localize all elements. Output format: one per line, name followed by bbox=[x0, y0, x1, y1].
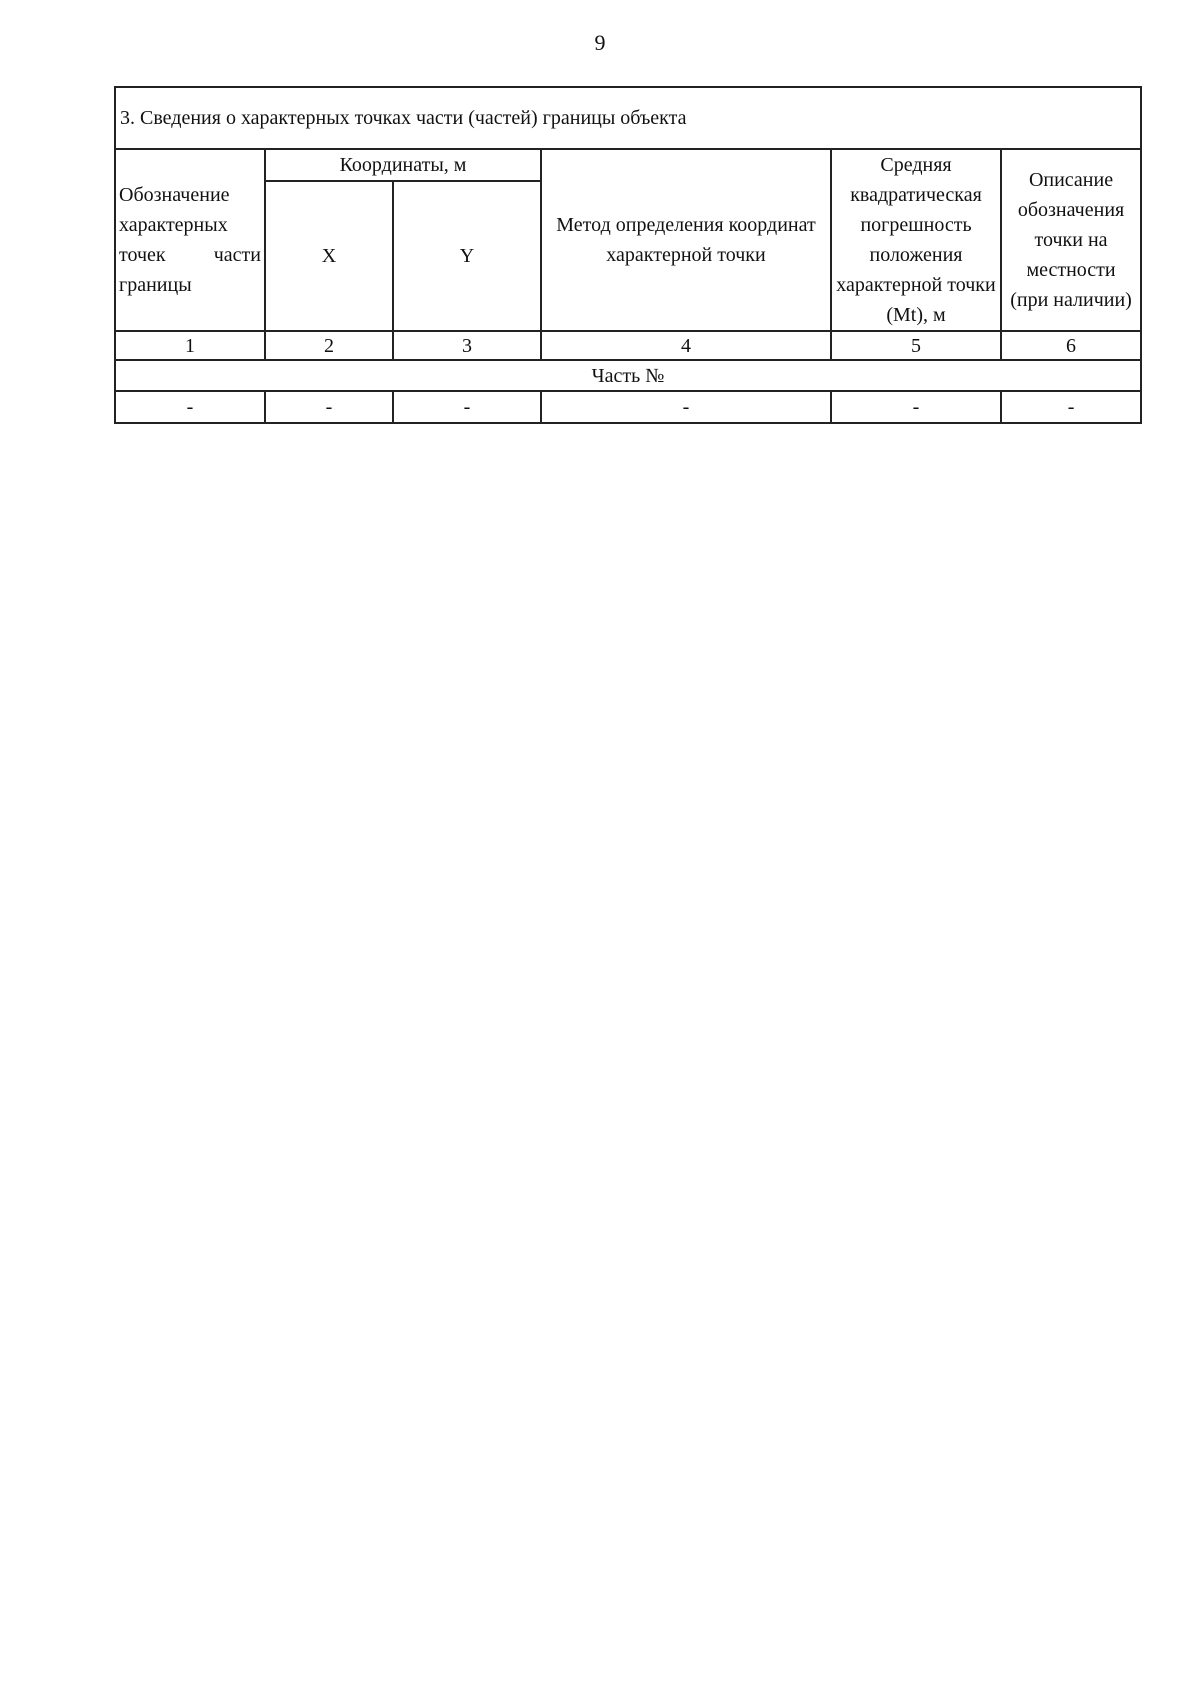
column-number: 6 bbox=[1001, 331, 1141, 360]
header-error: Средняя квадратическая погрешность положения характерной точки (Mt), м bbox=[831, 149, 1001, 331]
section-title: 3. Сведения о характерных точках части (частей) границы объекта bbox=[115, 87, 1141, 149]
header-x: X bbox=[265, 181, 393, 331]
table-cell: - bbox=[393, 391, 541, 423]
table-cell: - bbox=[265, 391, 393, 423]
column-number: 3 bbox=[393, 331, 541, 360]
column-number-row bbox=[115, 331, 1141, 360]
header-coordinates: Координаты, м bbox=[265, 149, 541, 181]
column-number: 4 bbox=[541, 331, 831, 360]
table-cell: - bbox=[115, 391, 265, 423]
header-description: Описание обозначения точки на местности (при наличии) bbox=[1001, 149, 1141, 331]
column-number: 5 bbox=[831, 331, 1001, 360]
table-cell: - bbox=[831, 391, 1001, 423]
table-row bbox=[115, 391, 1141, 423]
part-row bbox=[115, 360, 1141, 391]
header-designation: Обозначение характерных точек части границы bbox=[115, 149, 265, 331]
section-title-row bbox=[115, 87, 1141, 149]
part-label: Часть № bbox=[115, 360, 1141, 391]
header-row-1 bbox=[115, 149, 1141, 181]
header-y: Y bbox=[393, 181, 541, 331]
column-number: 1 bbox=[115, 331, 265, 360]
page-number: 9 bbox=[594, 30, 606, 55]
header-method: Метод определения координат характерной точки bbox=[541, 149, 831, 331]
column-number: 2 bbox=[265, 331, 393, 360]
table-cell: - bbox=[1001, 391, 1141, 423]
boundary-points-table bbox=[114, 86, 1142, 424]
table-cell: - bbox=[541, 391, 831, 423]
